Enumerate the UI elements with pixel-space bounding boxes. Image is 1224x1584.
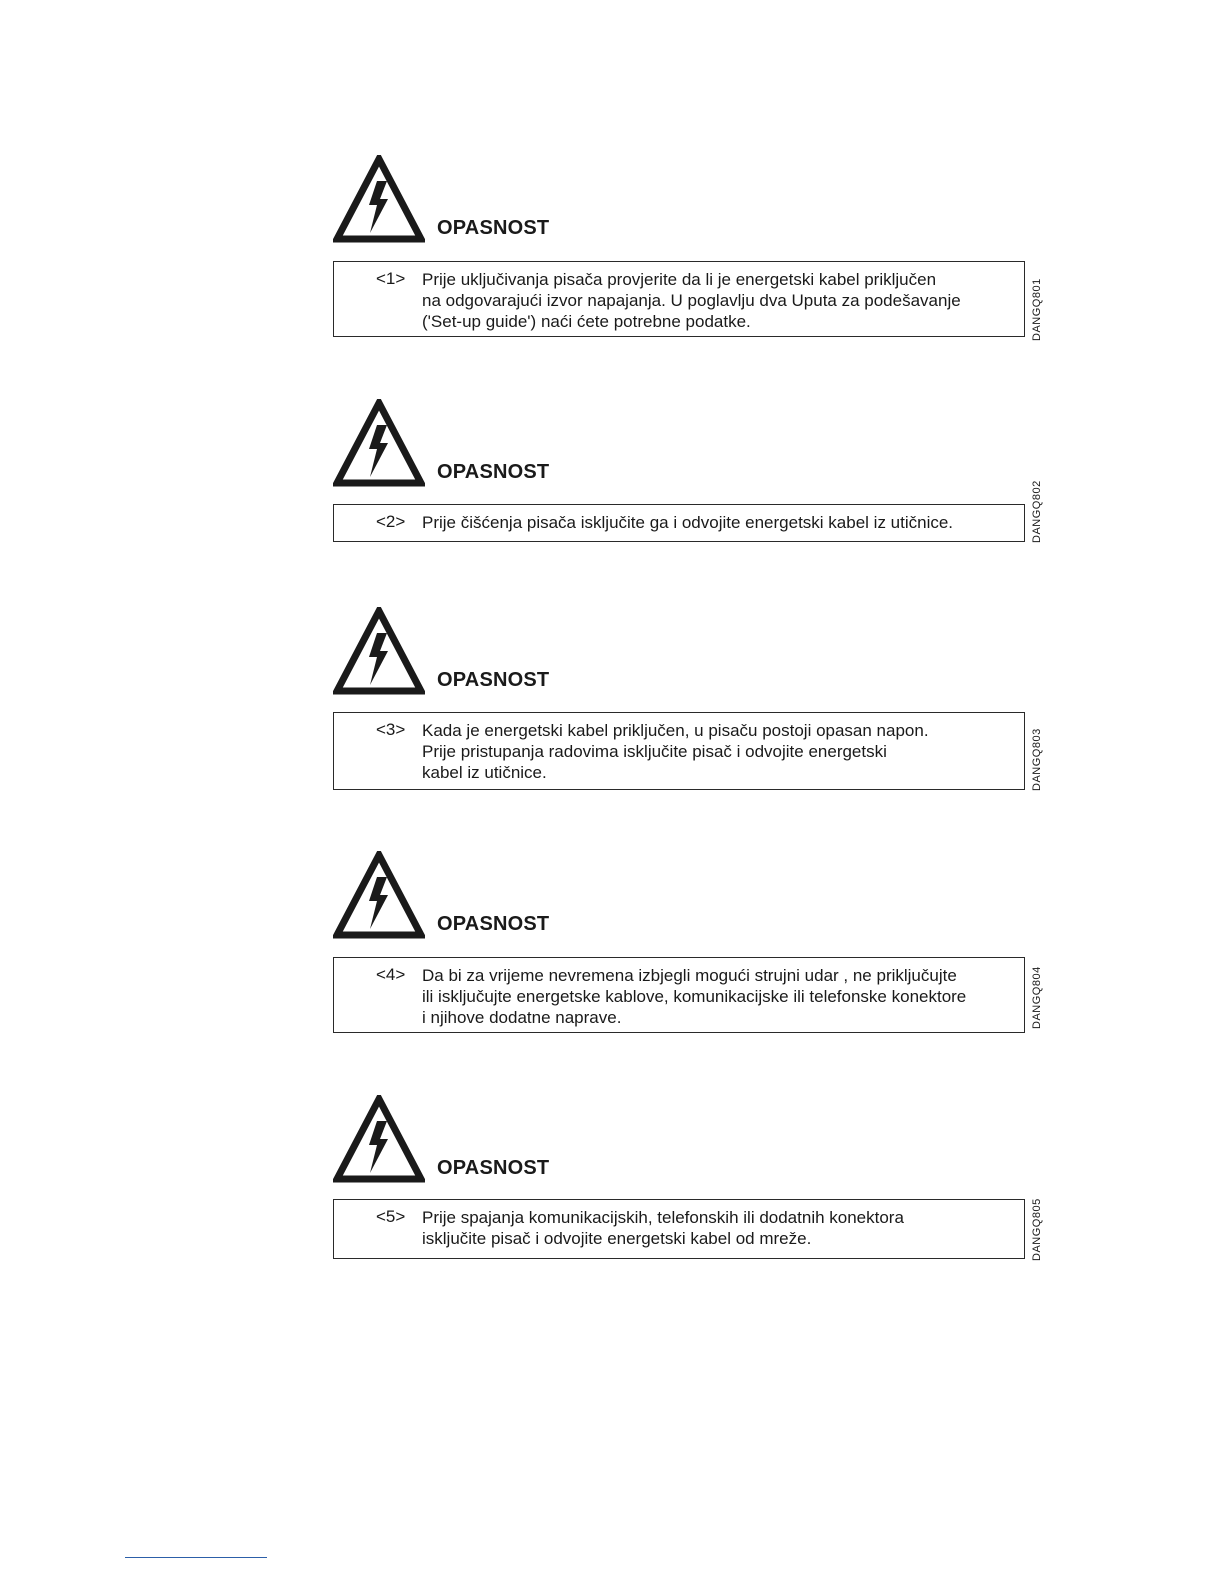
notice-heading: OPASNOST	[437, 461, 550, 483]
notice-text-line: ('Set-up guide') naći ćete potrebne podatke.	[422, 312, 751, 331]
notice-box	[333, 957, 1025, 1033]
electrical-hazard-icon	[333, 1095, 425, 1183]
notice-text	[422, 1207, 1012, 1249]
notice-number: <1>	[376, 269, 406, 288]
notice-number: <4>	[376, 965, 406, 984]
notice-text-line: Prije pristupanja radovima isključite pisač i odvojite energetski	[422, 742, 887, 761]
notice-text-line: Prije spajanja komunikacijskih, telefonskih ili dodatnih konektora	[422, 1208, 904, 1227]
notice-text-line: i njihove dodatne naprave.	[422, 1008, 622, 1027]
notice-box	[333, 712, 1025, 790]
notice-code: DANGQ803	[1031, 728, 1043, 791]
notice-text	[422, 512, 1012, 533]
electrical-hazard-icon	[333, 155, 425, 243]
notice-number: <2>	[376, 512, 406, 531]
notice-code: DANGQ805	[1031, 1198, 1043, 1261]
electrical-hazard-icon	[333, 399, 425, 487]
notice-heading: OPASNOST	[437, 217, 550, 239]
notice-text-line: Kada je energetski kabel priključen, u pisaču postoji opasan napon.	[422, 721, 929, 740]
notice-text-line: Prije čišćenja pisača isključite ga i odvojite energetski kabel iz utičnice.	[422, 513, 954, 532]
notice-code: DANGQ804	[1031, 966, 1043, 1029]
notice-box	[333, 504, 1025, 542]
notice-heading: OPASNOST	[437, 1157, 550, 1179]
notice-heading: OPASNOST	[437, 669, 550, 691]
notice-heading: OPASNOST	[437, 913, 550, 935]
notice-text-line: Da bi za vrijeme nevremena izbjegli mogući strujni udar , ne priključujte	[422, 966, 957, 985]
notice-text-line: kabel iz utičnice.	[422, 763, 547, 782]
notice-text	[422, 965, 1012, 1028]
notice-box	[333, 1199, 1025, 1259]
electrical-hazard-icon	[333, 851, 425, 939]
notice-number: <3>	[376, 720, 406, 739]
electrical-hazard-icon	[333, 607, 425, 695]
notice-text-line: ili isključujte energetske kablove, komunikacijske ili telefonske konektore	[422, 987, 967, 1006]
notice-code: DANGQ801	[1031, 278, 1043, 341]
notice-code: DANGQ802	[1031, 480, 1043, 543]
notice-text	[422, 720, 1012, 783]
notice-text	[422, 269, 1012, 332]
notice-box	[333, 261, 1025, 337]
notice-text-line: na odgovarajući izvor napajanja. U poglavlju dva Uputa za podešavanje	[422, 291, 961, 310]
notice-text-line: isključite pisač i odvojite energetski kabel od mreže.	[422, 1229, 812, 1248]
notice-text-line: Prije uključivanja pisača provjerite da li je energetski kabel priključen	[422, 270, 937, 289]
footer-rule	[125, 1557, 267, 1558]
notice-number: <5>	[376, 1207, 406, 1226]
